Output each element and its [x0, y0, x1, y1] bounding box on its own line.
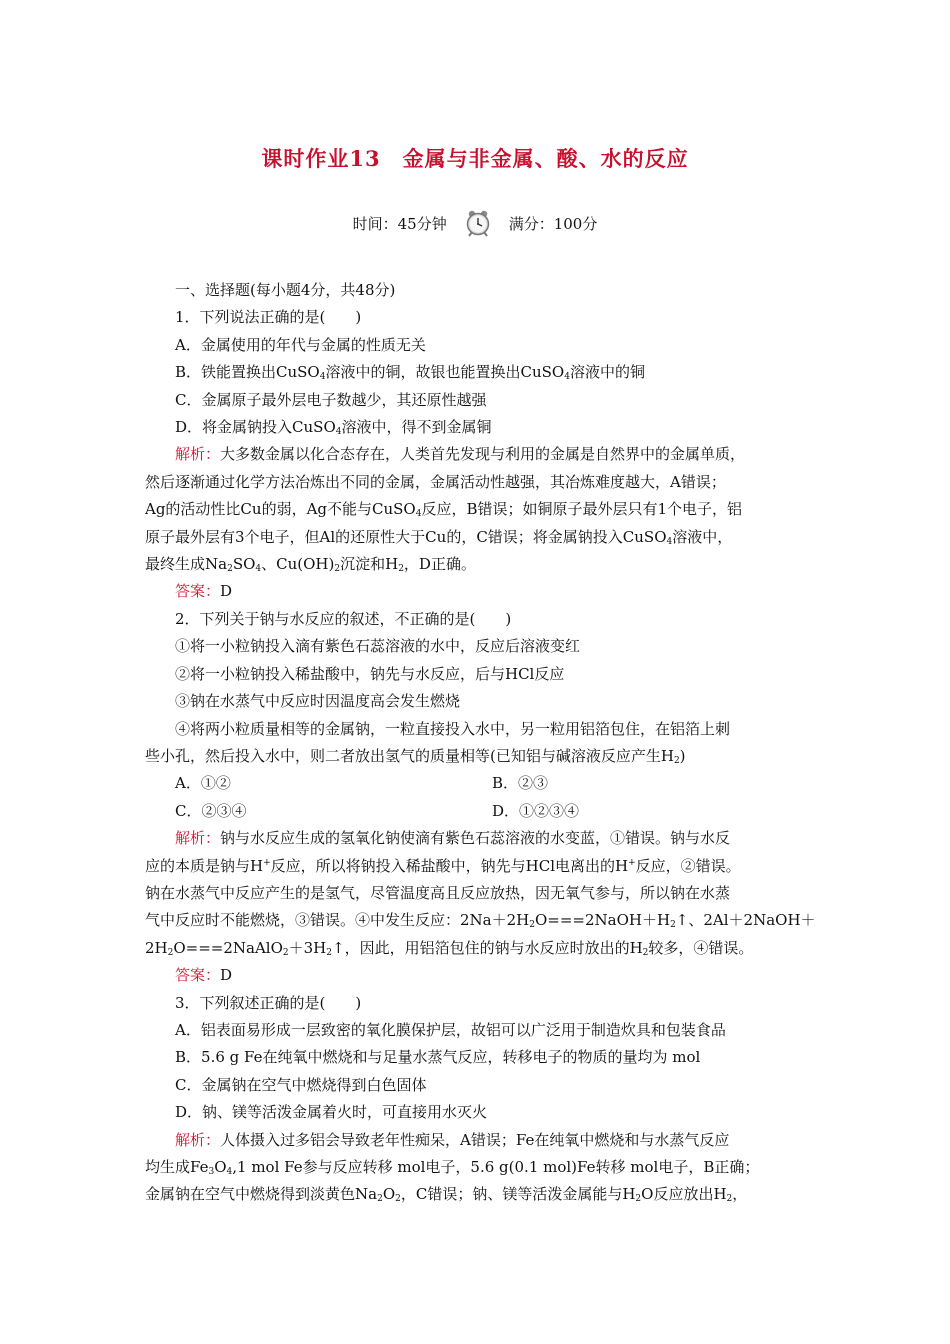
- q2-statement-2: ②将一小粒钠投入稀盐酸中，钠先与水反应，后与HCl反应: [175, 664, 565, 683]
- q1-answer: 答案：D: [175, 582, 233, 601]
- q1-option-d: D．将金属钠投入CuSO$_4$溶液中，得不到金属铜: [175, 418, 492, 438]
- q1-option-b: B．铁能置换出CuSO$_4$溶液中的铜，故银也能置换出CuSO$_4$溶液中的铜: [175, 363, 645, 383]
- q1-explanation-line: 最终生成$Na_2SO_4$、$Cu(OH)_2$沉淀和$H_2$，D正确。: [145, 555, 476, 575]
- q1-explanation-line: 原子最外层有3个电子，但Al的还原性大于Cu的，C错误；将金属钠投入CuSO$_4$溶液中，: [145, 527, 733, 547]
- q2-option-b: B．②③: [492, 774, 549, 793]
- q2-statement-3: ③钠在水蒸气中反应时因温度高会发生燃烧: [175, 692, 461, 711]
- q2-option-d: D．①②③④: [492, 801, 580, 820]
- q2-option-c: C．②③④: [175, 801, 247, 820]
- q1-stem: 1．下列说法正确的是( ): [175, 308, 362, 327]
- q1-option-c: C．金属原子最外层电子数越少，其还原性越强: [175, 390, 487, 409]
- question-content: [145, 277, 816, 1209]
- q3-explanation-line: 解析：人体摄入过多铝会导致老年性痴呆，A错误；Fe在纯氧中燃烧和与水蒸气反应: [175, 1130, 730, 1149]
- page-title: 课时作业13 金属与非金属、酸、水的反应: [261, 146, 689, 171]
- q2-stem: 2．下列关于钠与水反应的叙述，不正确的是( ): [175, 609, 512, 628]
- q2-options-row: [145, 770, 809, 797]
- q2-explanation-line: $2H_2O===2NaAlO_2+3H_2↑$，因此，用铝箔包住的钠与水反应时放出的$H_2$较多，④错误。: [145, 938, 754, 958]
- q3-option-a: A．铝表面易形成一层致密的氧化膜保护层，故铝可以广泛用于制造炊具和包装食品: [175, 1020, 726, 1039]
- section-heading: 一、选择题(每小题4分，共48分): [175, 281, 396, 299]
- q1-explanation-line: Ag的活动性比Cu的弱，Ag不能与CuSO$_4$反应，B错误；如铜原子最外层只有1个电子，铝: [145, 500, 743, 520]
- exam-meta: [0, 208, 950, 238]
- q2-statement-4-cont: 些小孔，然后投入水中，则二者放出氢气的质量相等(已知铝与碱溶液反应产生$H_2$): [145, 746, 686, 766]
- full-score: 满分：100分: [508, 214, 598, 233]
- q2-statement-4: ④将两小粒质量相等的金属钠，一粒直接投入水中，另一粒用铝箔包住，在铝箔上刺: [175, 719, 731, 738]
- answer-label: 答案：: [175, 966, 221, 985]
- q1-explanation-line: 解析：大多数金属以化合态存在，人类首先发现与利用的金属是自然界中的金属单质，: [175, 445, 746, 464]
- q3-option-b: B．5.6 g Fe在纯氧中燃烧和与足量水蒸气反应，转移电子的物质的量均为 mol: [175, 1048, 701, 1067]
- q3-stem: 3．下列叙述正确的是( ): [175, 993, 362, 1012]
- explanation-label: 解析：: [175, 1130, 221, 1149]
- explanation-label: 解析：: [175, 829, 221, 848]
- q2-option-a: A．①②: [175, 774, 231, 793]
- q2-explanation-line: 解析：钠与水反应生成的氢氧化钠使滴有紫色石蕊溶液的水变蓝，①错误。钠与水反: [175, 829, 731, 848]
- time-limit: 时间：45分钟: [352, 214, 447, 233]
- q1-option-a: A．金属使用的年代与金属的性质无关: [175, 335, 426, 354]
- q3-explanation-line: 均生成$Fe_3O_4,1$ mol Fe参与反应转移 mol电子，5.6 g(0.1 mol)Fe转移 mol电子，B正确；: [145, 1158, 760, 1177]
- q2-statement-1: ①将一小粒钠投入滴有紫色石蕊溶液的水中，反应后溶液变红: [175, 637, 581, 656]
- q1-explanation-line: 然后逐渐通过化学方法冶炼出不同的金属，金属活动性越强，其冶炼难度越大，A错误；: [145, 472, 726, 491]
- q2-answer: 答案：D: [175, 966, 233, 985]
- alarm-clock-icon: [463, 209, 493, 237]
- q2-explanation-line: 气中反应时不能燃烧，③错误。④中发生反应：$2Na+2H_2O===2NaOH+H_2↑$、2Al＋2NaOH＋: [145, 911, 816, 931]
- q3-option-d: D．钠、镁等活泼金属着火时，可直接用水灭火: [175, 1103, 488, 1122]
- q2-explanation-line: 应的本质是钠与H+反应，所以将钠投入稀盐酸中，钠先与HCl电离出的H+反应，②错误。: [145, 856, 741, 875]
- q2-explanation-line: 钠在水蒸气中反应产生的是氢气，尽管温度高且反应放热，因无氧气参与，所以钠在水蒸: [145, 883, 731, 902]
- q2-options-row: [145, 798, 809, 825]
- q3-explanation-line: 金属钠在空气中燃烧得到淡黄色$Na_2O_2$，C错误；钠、镁等活泼金属能与$H_2O$反应放出$H_2$，: [145, 1185, 748, 1205]
- answer-label: 答案：: [175, 582, 221, 601]
- explanation-label: 解析：: [175, 445, 221, 464]
- q3-option-c: C．金属钠在空气中燃烧得到白色固体: [175, 1075, 427, 1094]
